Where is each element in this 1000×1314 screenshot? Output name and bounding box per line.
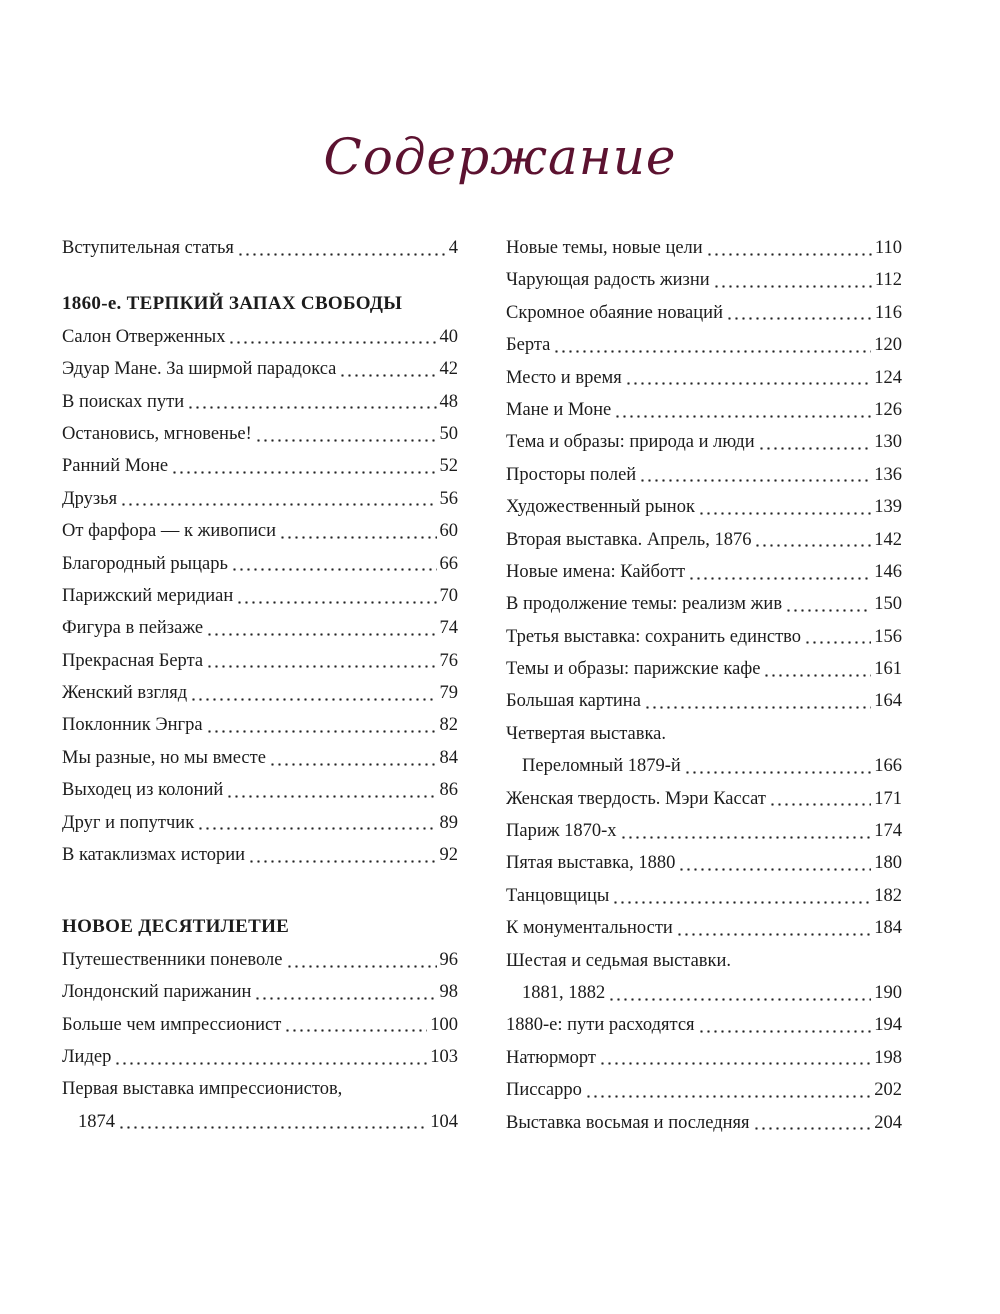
entry-page: 92 [439, 845, 458, 866]
entry-title: В поисках пути [62, 391, 185, 412]
entry-title: Шестая и седьмая выставки. [506, 950, 732, 971]
entry-page: 146 [874, 561, 902, 582]
toc-entry[interactable] [506, 1042, 902, 1074]
toc-entry[interactable] [506, 912, 902, 944]
entry-title: Прекрасная Берта [62, 650, 204, 671]
entry-page: 82 [439, 715, 458, 736]
toc-entry[interactable] [506, 556, 902, 588]
toc-entry[interactable] [62, 1041, 458, 1073]
entry-title: Чарующая радость жизни [506, 270, 710, 291]
dot-leader [118, 1126, 427, 1129]
toc-entry[interactable] [62, 418, 458, 450]
entry-title: Друг и попутчик [62, 812, 195, 833]
entry-title: Ранний Моне [62, 456, 169, 477]
toc-entry[interactable] [62, 976, 458, 1008]
entry-title: Остановись, мгновенье! [62, 423, 252, 444]
toc-entry[interactable] [506, 362, 902, 394]
toc-left-column [62, 232, 458, 1138]
entry-title: От фарфора — к живописи [62, 521, 277, 542]
dot-leader [187, 406, 436, 409]
entry-page: 104 [430, 1111, 458, 1132]
toc-entry[interactable] [62, 612, 458, 644]
toc-entry[interactable] [62, 807, 458, 839]
toc-right-column [506, 232, 902, 1139]
entry-page: 60 [439, 521, 458, 542]
entry-page: 112 [874, 270, 902, 291]
entry-page: 116 [874, 302, 902, 323]
dot-leader [269, 763, 437, 766]
right-list-b [506, 783, 902, 945]
entry-title: Вступительная статья [62, 238, 234, 258]
toc-entry[interactable] [506, 621, 902, 653]
dot-leader [228, 341, 436, 344]
dot-leader [286, 965, 437, 968]
entry-title: Больше чем импрессионист [62, 1014, 282, 1035]
toc-entry[interactable] [62, 742, 458, 774]
entry-page: 161 [874, 659, 902, 680]
entry-page: 48 [439, 391, 458, 412]
entry-title: Фигура в пейзаже [62, 618, 204, 639]
toc-entry[interactable] [62, 580, 458, 612]
toc-entry-multiline-second[interactable] [506, 750, 902, 782]
toc-entry[interactable] [62, 548, 458, 580]
toc-entry[interactable] [506, 394, 902, 426]
entry-title: К монументальности [506, 918, 673, 939]
entry-page: 142 [874, 529, 902, 550]
entry-title: 1881, 1882 [522, 982, 606, 1003]
section-2-list [62, 944, 458, 1074]
entry-page: 126 [874, 399, 902, 420]
dot-leader [226, 795, 436, 798]
toc-entry[interactable] [62, 1009, 458, 1041]
toc-entry[interactable] [506, 685, 902, 717]
toc-entry[interactable] [506, 426, 902, 458]
toc-entry-multiline-first[interactable] [62, 1073, 458, 1105]
toc-entry[interactable] [506, 653, 902, 685]
toc-entry[interactable] [506, 815, 902, 847]
entry-page: 190 [874, 982, 902, 1003]
toc-entry[interactable] [62, 515, 458, 547]
entry-page: 76 [439, 650, 458, 671]
dot-leader [553, 350, 871, 353]
entry-page: 52 [439, 456, 458, 477]
toc-entry[interactable] [62, 645, 458, 677]
entry-title: Четвертая выставка. [506, 723, 666, 744]
entry-page: 194 [874, 1015, 902, 1036]
dot-leader [753, 1127, 872, 1130]
entry-page: 4 [448, 238, 458, 258]
toc-entry[interactable] [62, 774, 458, 806]
entry-title: В катаклизмах истории [62, 845, 246, 866]
entry-title: Первая выставка импрессионистов, [62, 1079, 343, 1100]
dot-leader [190, 698, 436, 701]
entry-title: Парижский меридиан [62, 585, 234, 606]
dot-leader [620, 836, 872, 839]
entry-page: 136 [874, 464, 902, 485]
dot-leader [599, 1062, 871, 1065]
section-heading: НОВОЕ ДЕСЯТИЛЕТИЕ [62, 916, 290, 938]
dot-leader [206, 665, 436, 668]
dot-leader [284, 1029, 427, 1032]
entry-title: Поклонник Энгра [62, 715, 203, 736]
section-heading: 1860-е. ТЕРПКИЙ ЗАПАХ СВОБОДЫ [62, 293, 403, 315]
dot-leader [688, 577, 871, 580]
entry-title: Благородный рыцарь [62, 553, 228, 574]
toc-entry[interactable] [62, 353, 458, 385]
dot-leader [698, 512, 871, 515]
entry-page: 174 [874, 821, 902, 842]
dot-leader [678, 868, 871, 871]
toc-entry[interactable] [506, 232, 902, 264]
entry-title: Выходец из колоний [62, 780, 224, 801]
toc-entry[interactable] [506, 459, 902, 491]
entry-title: Друзья [62, 488, 118, 509]
entry-title: Лидер [62, 1046, 112, 1067]
entry-page: 130 [874, 432, 902, 453]
dot-leader [608, 998, 871, 1001]
entry-title: Салон Отверженных [62, 326, 226, 347]
dot-leader [114, 1062, 427, 1065]
entry-page: 124 [874, 367, 902, 388]
toc-entry-multiline-second[interactable] [62, 1106, 458, 1138]
dot-leader [197, 827, 436, 830]
entry-page: 150 [874, 594, 902, 615]
entry-page: 96 [439, 949, 458, 970]
dot-leader [754, 544, 871, 547]
toc-entry-multiline-second[interactable] [506, 977, 902, 1009]
entry-page: 66 [439, 553, 458, 574]
dot-leader [625, 382, 872, 385]
right-list-a [506, 232, 902, 718]
toc-entry[interactable] [506, 783, 902, 815]
entry-title: Мане и Моне [506, 399, 612, 420]
dot-leader [698, 1030, 872, 1033]
toc-entry-multiline-first[interactable] [506, 718, 902, 750]
toc-entry[interactable] [62, 677, 458, 709]
entry-title: Большая картина [506, 691, 641, 712]
entry-title: Художественный рынок [506, 497, 695, 518]
toc-entry[interactable] [62, 483, 458, 515]
entry-page: 74 [439, 618, 458, 639]
toc-entry-multiline-first[interactable] [506, 945, 902, 977]
toc-entry[interactable] [506, 1009, 902, 1041]
section-1-list [62, 321, 458, 872]
entry-page: 56 [439, 488, 458, 509]
toc-entry[interactable] [62, 321, 458, 353]
entry-title: Мы разные, но мы вместе [62, 747, 266, 768]
toc-entry[interactable] [62, 386, 458, 418]
entry-title: Путешественники поневоле [62, 949, 283, 970]
dot-leader [585, 1095, 871, 1098]
entry-page: 156 [874, 626, 902, 647]
entry-page: 171 [874, 788, 902, 809]
dot-leader [706, 253, 872, 256]
entry-page: 202 [874, 1080, 902, 1101]
entry-title: 1874 [78, 1111, 115, 1132]
entry-page: 110 [874, 238, 902, 258]
entry-page: 84 [439, 747, 458, 768]
dot-leader [237, 253, 446, 256]
entry-title: Тема и образы: природа и люди [506, 432, 755, 453]
dot-leader [639, 479, 871, 482]
entry-title: Париж 1870-х [506, 821, 617, 842]
entry-page: 79 [439, 683, 458, 704]
entry-title: 1880-е: пути расходятся [506, 1015, 695, 1036]
dot-leader [713, 285, 872, 288]
entry-title: Натюрморт [506, 1047, 597, 1068]
entry-page: 180 [874, 853, 902, 874]
toc-entry[interactable] [506, 264, 902, 296]
toc-entry[interactable] [506, 1107, 902, 1139]
toc-entry[interactable] [506, 524, 902, 556]
dot-leader [236, 601, 436, 604]
page-title: Содержание [323, 128, 677, 186]
entry-page: 204 [874, 1112, 902, 1133]
entry-page: 166 [874, 756, 902, 777]
dot-leader [206, 633, 436, 636]
dot-leader [171, 471, 436, 474]
entry-title: Женская твердость. Мэри Кассат [506, 788, 766, 809]
entry-page: 70 [439, 585, 458, 606]
entry-title: Скромное обаяние новаций [506, 302, 723, 323]
entry-page: 86 [439, 780, 458, 801]
dot-leader [804, 641, 871, 644]
dot-leader [231, 568, 437, 571]
toc-entry[interactable] [62, 944, 458, 976]
toc-entry[interactable] [62, 232, 458, 264]
toc-entry[interactable] [506, 329, 902, 361]
entry-page: 182 [874, 885, 902, 906]
entry-page: 98 [439, 982, 458, 1003]
entry-page: 103 [430, 1046, 458, 1067]
toc-entry[interactable] [506, 880, 902, 912]
dot-leader [769, 803, 871, 806]
dot-leader [255, 439, 437, 442]
entry-title: Третья выставка: сохранить единство [506, 626, 802, 647]
dot-leader [120, 503, 436, 506]
dot-leader [676, 933, 871, 936]
toc-entry[interactable] [62, 709, 458, 741]
entry-title: Женский взгляд [62, 683, 188, 704]
entry-title: В продолжение темы: реализм жив [506, 594, 783, 615]
dot-leader [248, 860, 436, 863]
entry-title: Танцовщицы [506, 885, 610, 906]
dot-leader [614, 415, 871, 418]
entry-title: Место и время [506, 367, 622, 388]
entry-page: 184 [874, 918, 902, 939]
entry-title: Пятая выставка, 1880 [506, 853, 676, 874]
dot-leader [206, 730, 437, 733]
dot-leader [279, 536, 436, 539]
entry-page: 42 [439, 359, 458, 380]
dot-leader [726, 317, 872, 320]
toc-entry[interactable] [506, 588, 902, 620]
entry-title: Новые имена: Кайботт [506, 561, 686, 582]
entry-title: Новые темы, новые цели [506, 238, 703, 258]
entry-page: 139 [874, 497, 902, 518]
toc-entry[interactable] [506, 1074, 902, 1106]
toc-entry[interactable] [62, 450, 458, 482]
entry-title: Переломный 1879-й [522, 756, 681, 777]
dot-leader [763, 674, 871, 677]
entry-title: Эдуар Мане. За ширмой парадокса [62, 359, 337, 380]
right-list-c [506, 1009, 902, 1139]
entry-title: Берта [506, 335, 551, 356]
dot-leader [785, 609, 871, 612]
dot-leader [339, 374, 436, 377]
toc-entry[interactable] [506, 491, 902, 523]
entry-page: 40 [439, 326, 458, 347]
entry-page: 50 [439, 423, 458, 444]
entry-page: 89 [439, 812, 458, 833]
entry-title: Темы и образы: парижские кафе [506, 659, 761, 680]
entry-title: Вторая выставка. Апрель, 1876 [506, 529, 752, 550]
dot-leader [758, 447, 872, 450]
entry-page: 164 [874, 691, 902, 712]
entry-page: 198 [874, 1047, 902, 1068]
entry-page: 120 [874, 335, 902, 356]
dot-leader [612, 901, 871, 904]
entry-title: Выставка восьмая и последняя [506, 1112, 750, 1133]
toc-entry[interactable] [62, 839, 458, 871]
toc-entry[interactable] [506, 297, 902, 329]
dot-leader [684, 771, 871, 774]
toc-entry[interactable] [506, 847, 902, 879]
entry-title: Писсарро [506, 1080, 582, 1101]
entry-title: Лондонский парижанин [62, 982, 252, 1003]
dot-leader [644, 706, 871, 709]
entry-title: Просторы полей [506, 464, 637, 485]
entry-page: 100 [430, 1014, 458, 1035]
dot-leader [254, 997, 436, 1000]
